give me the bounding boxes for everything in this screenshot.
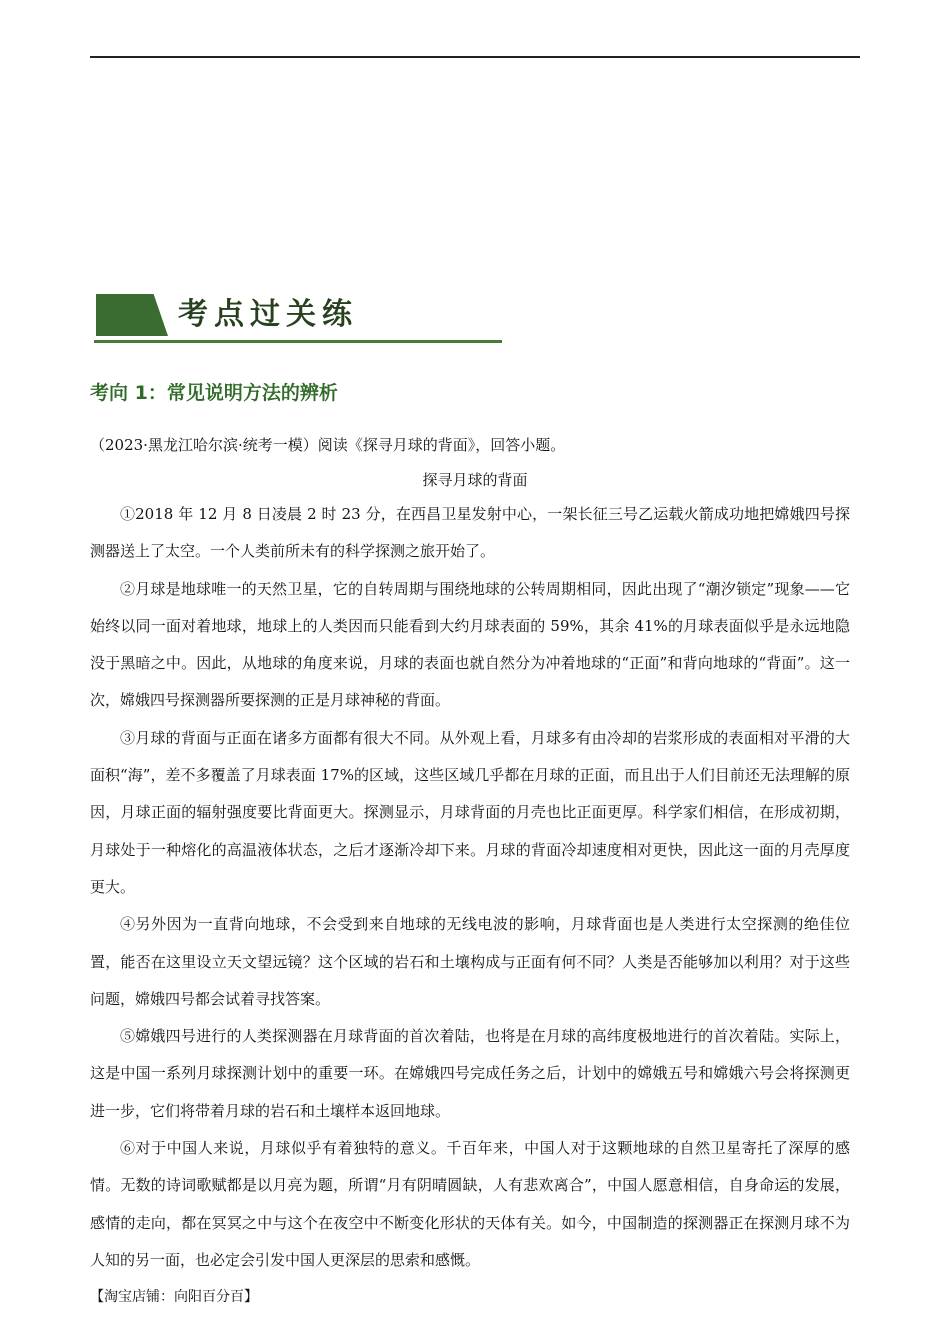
article-paragraph-6: ⑥对于中国人来说，月球似乎有着独特的意义。千百年来，中国人对于这颗地球的自然卫星寄托了深厚的感情。无数的诗词歌赋都是以月亮为题，所谓“月有阴晴圆缺，人有悲欢离合”，中国人愿意相信，自身命运的发展，感情的走向，都在冥冥之中与这个在夜空中不断变化形状的天体有关。如今，中国制造的探测器正在探测月球不为人知的另一面，也必定会引发中国人更深层的思索和感慨。	[90, 1139, 850, 1269]
banner-green-block	[96, 294, 168, 336]
article-body	[90, 496, 850, 1279]
section-banner-title: 考点过关练	[178, 297, 358, 332]
topic-heading: 考向 1：常见说明方法的辨析	[90, 382, 338, 404]
article-paragraph-3: ③月球的背面与正面在诸多方面都有很大不同。从外观上看，月球多有由冷却的岩浆形成的表面相对平滑的大面积“海”，差不多覆盖了月球表面 17%的区域，这些区域几乎都在月球的正面，而且出于人们目前还无法理解的原因，月球正面的辐射强度要比背面更大。探测显示，月球背面的月壳也比正面更厚。科学家们相信，在形成初期，月球处于一种熔化的高温液体状态，之后才逐渐冷却下来。月球的背面冷却速度相对更快，因此这一面的月壳厚度更大。	[90, 728, 850, 896]
article-paragraph-4: ④另外因为一直背向地球，不会受到来自地球的无线电波的影响，月球背面也是人类进行太空探测的绝佳位置，能否在这里设立天文望远镜？这个区域的岩石和土壤构成与正面有何不同？人类是否能够加以利用？对于这些问题，嫦娥四号都会试着寻找答案。	[90, 915, 850, 1008]
footer-shop-label: 【淘宝店铺：向阳百分百】	[90, 1289, 258, 1305]
question-source-line: （2023·黑龙江哈尔滨·统考一模）阅读《探寻月球的背面》，回答小题。	[90, 436, 566, 454]
top-divider	[90, 56, 860, 58]
article-title: 探寻月球的背面	[422, 471, 528, 489]
article-paragraph-2: ②月球是地球唯一的天然卫星，它的自转周期与围绕地球的公转周期相同，因此出现了“潮汐锁定”现象——它始终以同一面对着地球，地球上的人类因而只能看到大约月球表面的 59%，其余 41%的月球表面似乎是永远地隐没于黑暗之中。因此，从地球的角度来说，月球的表面也就自然分为冲着地球的“正面”和背向地球的“背面”。这一次，嫦娥四号探测器所要探测的正是月球神秘的背面。	[90, 579, 850, 710]
banner-underline	[94, 340, 502, 343]
section-banner	[94, 294, 504, 346]
article-paragraph-5: ⑤嫦娥四号进行的人类探测器在月球背面的首次着陆，也将是在月球的高纬度极地进行的首次着陆。实际上，这是中国一系列月球探测计划中的重要一环。在嫦娥四号完成任务之后，计划中的嫦娥五号和嫦娥六号会将探测更进一步，它们将带着月球的岩石和土壤样本返回地球。	[90, 1027, 850, 1120]
article-paragraph-1: ①2018 年 12 月 8 日凌晨 2 时 23 分，在西昌卫星发射中心，一架长征三号乙运载火箭成功地把嫦娥四号探测器送上了太空。一个人类前所未有的科学探测之旅开始了。	[90, 505, 850, 561]
